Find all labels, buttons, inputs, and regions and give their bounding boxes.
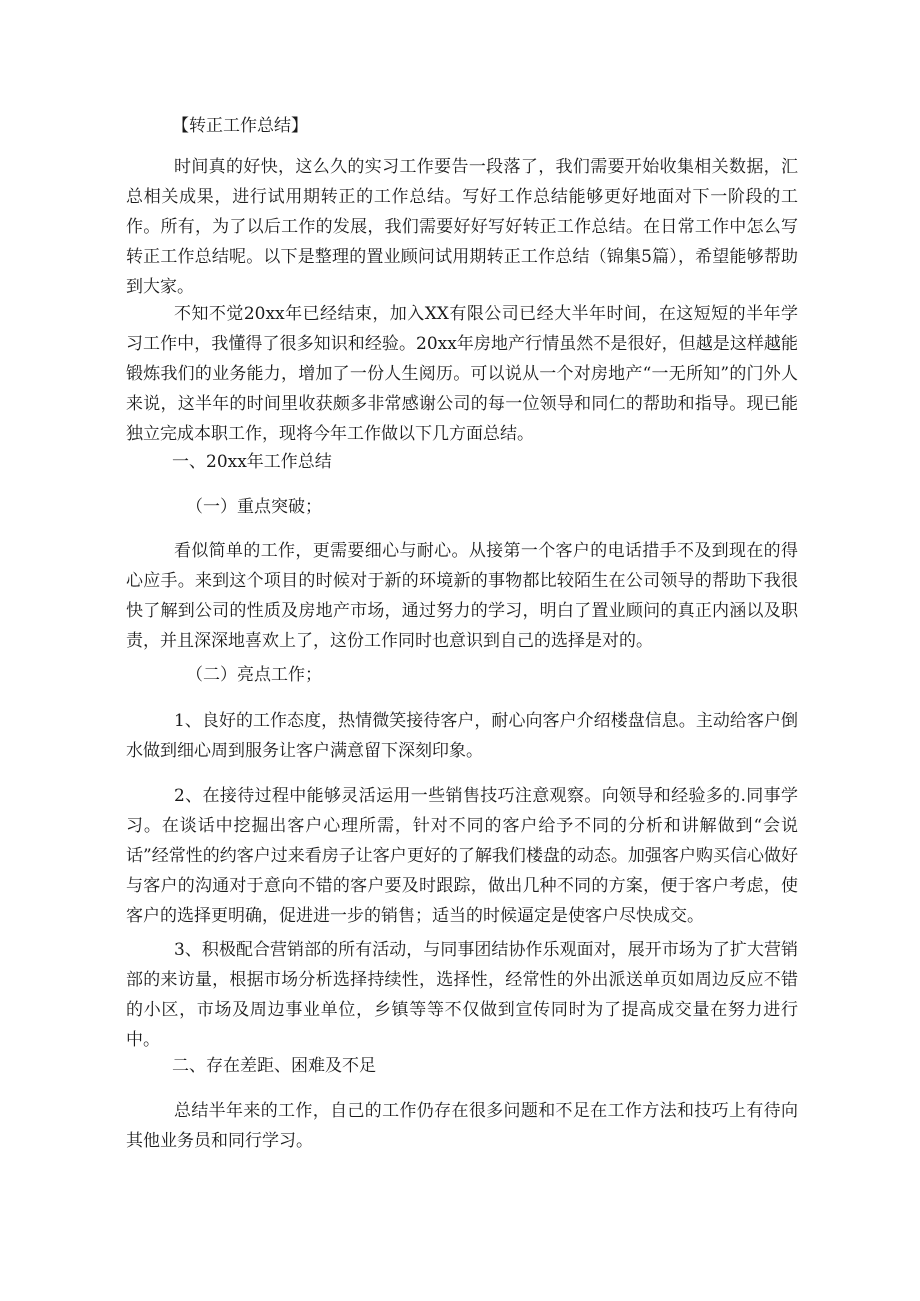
highlight-item-2: 2、在接待过程中能够灵活运用一些销售技巧注意观察。向领导和经验多的.同事学习。在谈话中挖掘出客户心理所需，针对不同的客户给予不同的分析和讲解做到“会说话”经常性的约客户过来看房子让客户更好的了解我们楼盘的动态。加强客户购买信心做好与客户的沟通对于意向不错的客户要及时跟踪，做出几种不同的方案，便于客户考虑，使客户的选择更明确，促进进一步的销售；适当的时候逼定是使客户尽快成交。 <box>126 786 798 926</box>
section2-heading: 二、存在差距、困难及不足 <box>172 1056 376 1076</box>
section2-paragraph: 总结半年来的工作，自己的工作仍存在很多问题和不足在工作方法和技巧上有待向其他业务员和同行学习。 <box>126 1101 798 1151</box>
document-title: 【转正工作总结】 <box>172 116 308 136</box>
highlight-item-3: 3、积极配合营销部的所有活动，与同事团结协作乐观面对，展开市场为了扩大营销部的来访量，根据市场分析选择持续性，选择性，经常性的外出派送单页如周边反应不错的小区，市场及周边事业单位，乡镇等等不仅做到宣传同时为了提高成交量在努力进行中。 <box>126 940 798 1050</box>
highlight-item-1: 1、良好的工作态度，热情微笑接待客户，耐心向客户介绍楼盘信息。主动给客户倒水做到细心周到服务让客户满意留下深刻印象。 <box>126 711 798 761</box>
section1-heading: 一、20xx年工作总结 <box>172 452 332 472</box>
intro-paragraph: 时间真的好快，这么久的实习工作要告一段落了，我们需要开始收集相关数据，汇总相关成果，进行试用期转正的工作总结。写好工作总结能够更好地面对下一阶段的工作。所有，为了以后工作的发展，我们需要好好写好转正工作总结。在日常工作中怎么写转正工作总结呢。以下是整理的置业顾问试用期转正工作总结（锦集5篇），希望能够帮助到大家。 <box>126 157 798 297</box>
section1-sub1-paragraph: 看似简单的工作，更需要细心与耐心。从接第一个客户的电话措手不及到现在的得心应手。来到这个项目的时候对于新的环境新的事物都比较陌生在公司领导的帮助下我很快了解到公司的性质及房地产市场，通过努力的学习，明白了置业顾问的真正内涵以及职责，并且深深地喜欢上了，这份工作同时也意识到自己的选择是对的。 <box>126 541 798 651</box>
section1-sub1-heading: （一）重点突破； <box>186 497 322 517</box>
section1-sub2-heading: （二）亮点工作； <box>186 665 322 685</box>
opening-paragraph: 不知不觉20xx年已经结束，加入XX有限公司已经大半年时间，在这短短的半年学习工作中，我懂得了很多知识和经验。20xx年房地产行情虽然不是很好，但越是这样越能锻炼我们的业务能力，增加了一份人生阅历。可以说从一个对房地产“一无所知”的门外人来说，这半年的时间里收获颇多非常感谢公司的每一位领导和同仁的帮助和指导。现已能独立完成本职工作，现将今年工作做以下几方面总结。 <box>126 304 798 444</box>
